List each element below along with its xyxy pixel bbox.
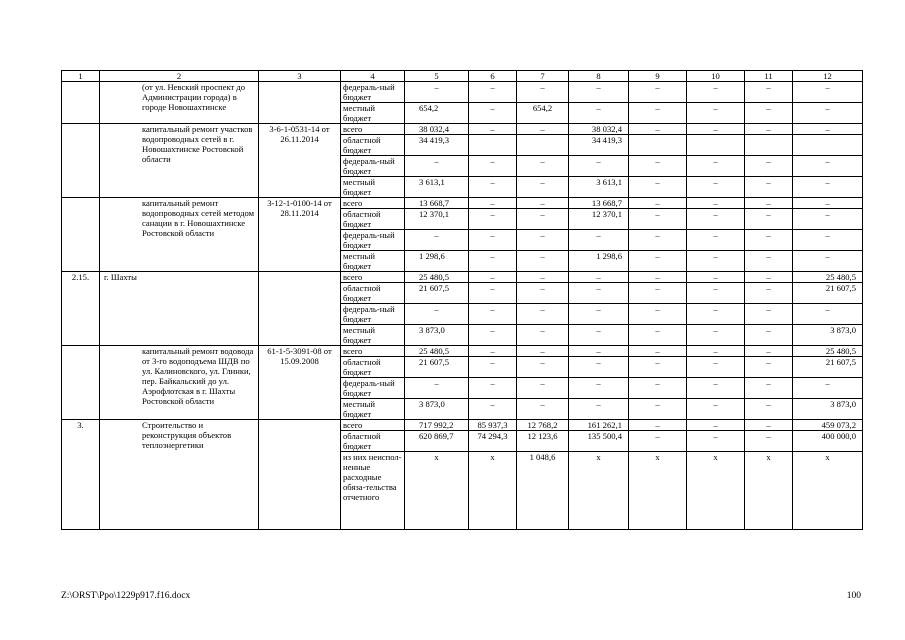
value-cell: – — [569, 156, 629, 177]
value-cell: – — [629, 272, 687, 283]
value-cell: – — [517, 357, 569, 378]
value-cell: – — [793, 198, 863, 209]
item-number: 2.15. — [62, 272, 100, 346]
funding-source: федераль-ный бюджет — [341, 82, 405, 103]
value-cell: – — [469, 177, 517, 198]
value-cell: – — [469, 124, 517, 135]
document-number: 3-6-1-0531-14 от 26.11.2014 — [259, 124, 341, 198]
value-cell: – — [569, 325, 629, 346]
value-cell: – — [517, 124, 569, 135]
value-cell: – — [405, 378, 469, 399]
col-header: 6 — [469, 71, 517, 82]
value-cell: – — [745, 209, 793, 230]
value-cell: 135 500,4 — [569, 431, 629, 452]
funding-source: всего — [341, 420, 405, 431]
value-cell: – — [469, 378, 517, 399]
value-cell: – — [745, 251, 793, 272]
value-cell: – — [629, 304, 687, 325]
value-cell: – — [469, 346, 517, 357]
funding-source: местный бюджет — [341, 399, 405, 420]
value-cell: – — [469, 103, 517, 124]
value-cell: – — [517, 198, 569, 209]
value-cell: х — [629, 452, 687, 530]
value-cell — [745, 135, 793, 156]
value-cell: х — [569, 452, 629, 530]
value-cell: – — [569, 283, 629, 304]
funding-source: всего — [341, 346, 405, 357]
value-cell: х — [687, 452, 745, 530]
value-cell: – — [687, 156, 745, 177]
table-row — [62, 82, 863, 103]
value-cell: – — [469, 82, 517, 103]
value-cell: – — [569, 230, 629, 251]
value-cell: – — [469, 399, 517, 420]
value-cell: – — [745, 325, 793, 346]
value-cell — [793, 135, 863, 156]
value-cell: – — [405, 156, 469, 177]
col-header: 4 — [341, 71, 405, 82]
value-cell: – — [629, 177, 687, 198]
value-cell: – — [629, 103, 687, 124]
value-cell: – — [629, 399, 687, 420]
funding-source: федераль-ный бюджет — [341, 378, 405, 399]
value-cell: – — [793, 177, 863, 198]
value-cell: – — [469, 325, 517, 346]
value-cell: – — [629, 420, 687, 431]
value-cell: – — [517, 82, 569, 103]
value-cell: – — [687, 378, 745, 399]
col-header: 2 — [100, 71, 259, 82]
value-cell: – — [469, 230, 517, 251]
value-cell: 25 480,5 — [793, 272, 863, 283]
value-cell: – — [469, 272, 517, 283]
value-cell: – — [687, 198, 745, 209]
value-cell: 620 869,7 — [405, 431, 469, 452]
value-cell: – — [629, 251, 687, 272]
value-cell: 3 873,0 — [793, 325, 863, 346]
value-cell: – — [405, 304, 469, 325]
value-cell: х — [793, 452, 863, 530]
object-name: (от ул. Невский проспект до Администрации города) в городе Новошахтинске — [100, 82, 259, 124]
object-name: Строительство и реконструкция объектов теплоэнергетики — [100, 420, 259, 530]
value-cell: – — [793, 209, 863, 230]
value-cell: – — [517, 399, 569, 420]
value-cell: – — [793, 82, 863, 103]
column-number-row — [62, 71, 863, 82]
value-cell: – — [517, 177, 569, 198]
value-cell: – — [793, 124, 863, 135]
value-cell: – — [469, 283, 517, 304]
value-cell: – — [629, 230, 687, 251]
value-cell: – — [569, 378, 629, 399]
funding-source: областной бюджет — [341, 135, 405, 156]
document-number — [259, 272, 341, 346]
value-cell: – — [687, 251, 745, 272]
col-header: 5 — [405, 71, 469, 82]
value-cell: 21 607,5 — [793, 283, 863, 304]
value-cell: – — [687, 209, 745, 230]
table-row — [62, 198, 863, 209]
funding-source: федераль-ный бюджет — [341, 156, 405, 177]
funding-source: областной бюджет — [341, 283, 405, 304]
file-path: Z:\ORST\Ppo\1229p917.f16.docx — [61, 591, 191, 601]
value-cell: 13 668,7 — [405, 198, 469, 209]
col-header: 9 — [629, 71, 687, 82]
table-row — [62, 272, 863, 283]
value-cell: – — [745, 357, 793, 378]
value-cell: – — [629, 283, 687, 304]
value-cell: – — [793, 103, 863, 124]
budget-table — [61, 70, 863, 530]
value-cell: 3 873,0 — [793, 399, 863, 420]
value-cell: – — [745, 103, 793, 124]
value-cell: 3 613,1 — [569, 177, 629, 198]
document-number: 3-12-1-0100-14 от 28.11.2014 — [259, 198, 341, 272]
col-header: 7 — [517, 71, 569, 82]
value-cell — [517, 135, 569, 156]
value-cell: – — [745, 346, 793, 357]
value-cell: – — [687, 420, 745, 431]
funding-source: местный бюджет — [341, 251, 405, 272]
value-cell: 34 419,3 — [405, 135, 469, 156]
value-cell: – — [687, 124, 745, 135]
col-header: 3 — [259, 71, 341, 82]
value-cell: – — [629, 346, 687, 357]
value-cell: 12 370,1 — [405, 209, 469, 230]
value-cell — [629, 135, 687, 156]
value-cell: – — [745, 272, 793, 283]
value-cell: – — [745, 177, 793, 198]
value-cell: – — [569, 346, 629, 357]
funding-source: всего — [341, 272, 405, 283]
funding-source: местный бюджет — [341, 325, 405, 346]
funding-source: местный бюджет — [341, 177, 405, 198]
value-cell: – — [687, 103, 745, 124]
value-cell: – — [687, 325, 745, 346]
value-cell: – — [745, 198, 793, 209]
value-cell: – — [569, 399, 629, 420]
document-number — [259, 82, 341, 124]
value-cell: 1 298,6 — [405, 251, 469, 272]
value-cell: – — [793, 378, 863, 399]
funding-source: всего — [341, 124, 405, 135]
value-cell: – — [629, 325, 687, 346]
value-cell: 74 294,3 — [469, 431, 517, 452]
value-cell: 21 607,5 — [405, 283, 469, 304]
value-cell: – — [745, 82, 793, 103]
value-cell: 654,2 — [405, 103, 469, 124]
col-header: 12 — [793, 71, 863, 82]
value-cell: 25 480,5 — [405, 272, 469, 283]
value-cell: – — [517, 156, 569, 177]
value-cell: 459 073,2 — [793, 420, 863, 431]
value-cell: – — [405, 82, 469, 103]
funding-source: всего — [341, 198, 405, 209]
value-cell: – — [793, 156, 863, 177]
table-body — [62, 71, 863, 530]
funding-source: из них неиспол-ненные расходные обяза-тельства отчетного — [341, 452, 405, 530]
value-cell: – — [629, 431, 687, 452]
col-header: 1 — [62, 71, 100, 82]
value-cell: 717 992,2 — [405, 420, 469, 431]
value-cell: – — [687, 177, 745, 198]
value-cell: – — [517, 283, 569, 304]
item-number — [62, 124, 100, 198]
value-cell: – — [745, 399, 793, 420]
value-cell: – — [745, 230, 793, 251]
item-number — [62, 198, 100, 272]
funding-source: областной бюджет — [341, 209, 405, 230]
value-cell: – — [517, 304, 569, 325]
table-row — [62, 124, 863, 135]
value-cell: – — [569, 82, 629, 103]
value-cell: – — [687, 230, 745, 251]
value-cell: 12 768,2 — [517, 420, 569, 431]
value-cell: – — [469, 156, 517, 177]
value-cell: х — [469, 452, 517, 530]
value-cell: – — [517, 378, 569, 399]
value-cell: 400 000,0 — [793, 431, 863, 452]
page-number: 100 — [846, 591, 861, 601]
document-number: 61-1-5-3091-08 от 15.09.2008 — [259, 346, 341, 420]
value-cell: – — [629, 124, 687, 135]
value-cell: 654,2 — [517, 103, 569, 124]
value-cell: – — [569, 304, 629, 325]
value-cell: – — [687, 357, 745, 378]
value-cell: – — [793, 230, 863, 251]
value-cell: – — [745, 124, 793, 135]
value-cell: – — [745, 431, 793, 452]
value-cell: – — [517, 209, 569, 230]
value-cell: – — [687, 346, 745, 357]
value-cell: – — [793, 304, 863, 325]
value-cell — [687, 135, 745, 156]
value-cell: 3 613,1 — [405, 177, 469, 198]
value-cell: – — [745, 156, 793, 177]
value-cell: 3 873,0 — [405, 399, 469, 420]
value-cell: – — [517, 251, 569, 272]
value-cell: 38 032,4 — [569, 124, 629, 135]
value-cell: – — [687, 283, 745, 304]
value-cell: – — [517, 325, 569, 346]
value-cell: – — [745, 378, 793, 399]
value-cell: 1 298,6 — [569, 251, 629, 272]
value-cell: 21 607,5 — [793, 357, 863, 378]
value-cell: х — [405, 452, 469, 530]
value-cell: – — [687, 431, 745, 452]
table-row — [62, 420, 863, 431]
value-cell: 13 668,7 — [569, 198, 629, 209]
value-cell: – — [569, 272, 629, 283]
value-cell: – — [687, 304, 745, 325]
object-name: капитальный ремонт участков водопроводных сетей в г. Новошахтинске Ростовской области — [100, 124, 259, 198]
value-cell: – — [687, 399, 745, 420]
value-cell: – — [745, 420, 793, 431]
value-cell: 85 937,3 — [469, 420, 517, 431]
value-cell: – — [629, 198, 687, 209]
value-cell: – — [629, 82, 687, 103]
funding-source: федераль-ный бюджет — [341, 304, 405, 325]
object-name: г. Шахты — [100, 272, 259, 346]
value-cell: – — [469, 198, 517, 209]
value-cell: – — [517, 346, 569, 357]
value-cell: 161 262,1 — [569, 420, 629, 431]
col-header: 8 — [569, 71, 629, 82]
value-cell: – — [629, 378, 687, 399]
item-number: 3. — [62, 420, 100, 530]
value-cell: 38 032,4 — [405, 124, 469, 135]
value-cell: – — [469, 209, 517, 230]
value-cell: – — [517, 230, 569, 251]
value-cell: – — [517, 272, 569, 283]
value-cell: – — [405, 230, 469, 251]
funding-source: федераль-ный бюджет — [341, 230, 405, 251]
value-cell: 1 048,6 — [517, 452, 569, 530]
value-cell: – — [569, 103, 629, 124]
value-cell: – — [793, 251, 863, 272]
value-cell: – — [469, 304, 517, 325]
value-cell: 12 370,1 — [569, 209, 629, 230]
value-cell: 21 607,5 — [405, 357, 469, 378]
value-cell: 3 873,0 — [405, 325, 469, 346]
value-cell: 25 480,5 — [405, 346, 469, 357]
value-cell: – — [687, 82, 745, 103]
value-cell: – — [629, 156, 687, 177]
table-row — [62, 346, 863, 357]
item-number — [62, 346, 100, 420]
value-cell: 25 480,5 — [793, 346, 863, 357]
value-cell: 12 123,6 — [517, 431, 569, 452]
value-cell — [469, 135, 517, 156]
value-cell: – — [745, 283, 793, 304]
item-number — [62, 82, 100, 124]
funding-source: областной бюджет — [341, 431, 405, 452]
value-cell: – — [569, 357, 629, 378]
value-cell: 34 419,3 — [569, 135, 629, 156]
value-cell: – — [469, 251, 517, 272]
document-number — [259, 420, 341, 530]
object-name: капитальный ремонт водовода от 3-го водоподъема ШДВ по ул. Калиновского, ул. Глинки, пер. Байкальский до ул. Аэрофлотская в г. Шахты Ростовской области — [100, 346, 259, 420]
value-cell: – — [629, 209, 687, 230]
value-cell: – — [687, 272, 745, 283]
funding-source: областной бюджет — [341, 357, 405, 378]
object-name: капитальный ремонт водопроводных сетей методом санации в г. Новошахтинске Ростовской области — [100, 198, 259, 272]
value-cell: – — [629, 357, 687, 378]
col-header: 10 — [687, 71, 745, 82]
funding-source: местный бюджет — [341, 103, 405, 124]
value-cell: х — [745, 452, 793, 530]
value-cell: – — [469, 357, 517, 378]
value-cell: – — [745, 304, 793, 325]
col-header: 11 — [745, 71, 793, 82]
